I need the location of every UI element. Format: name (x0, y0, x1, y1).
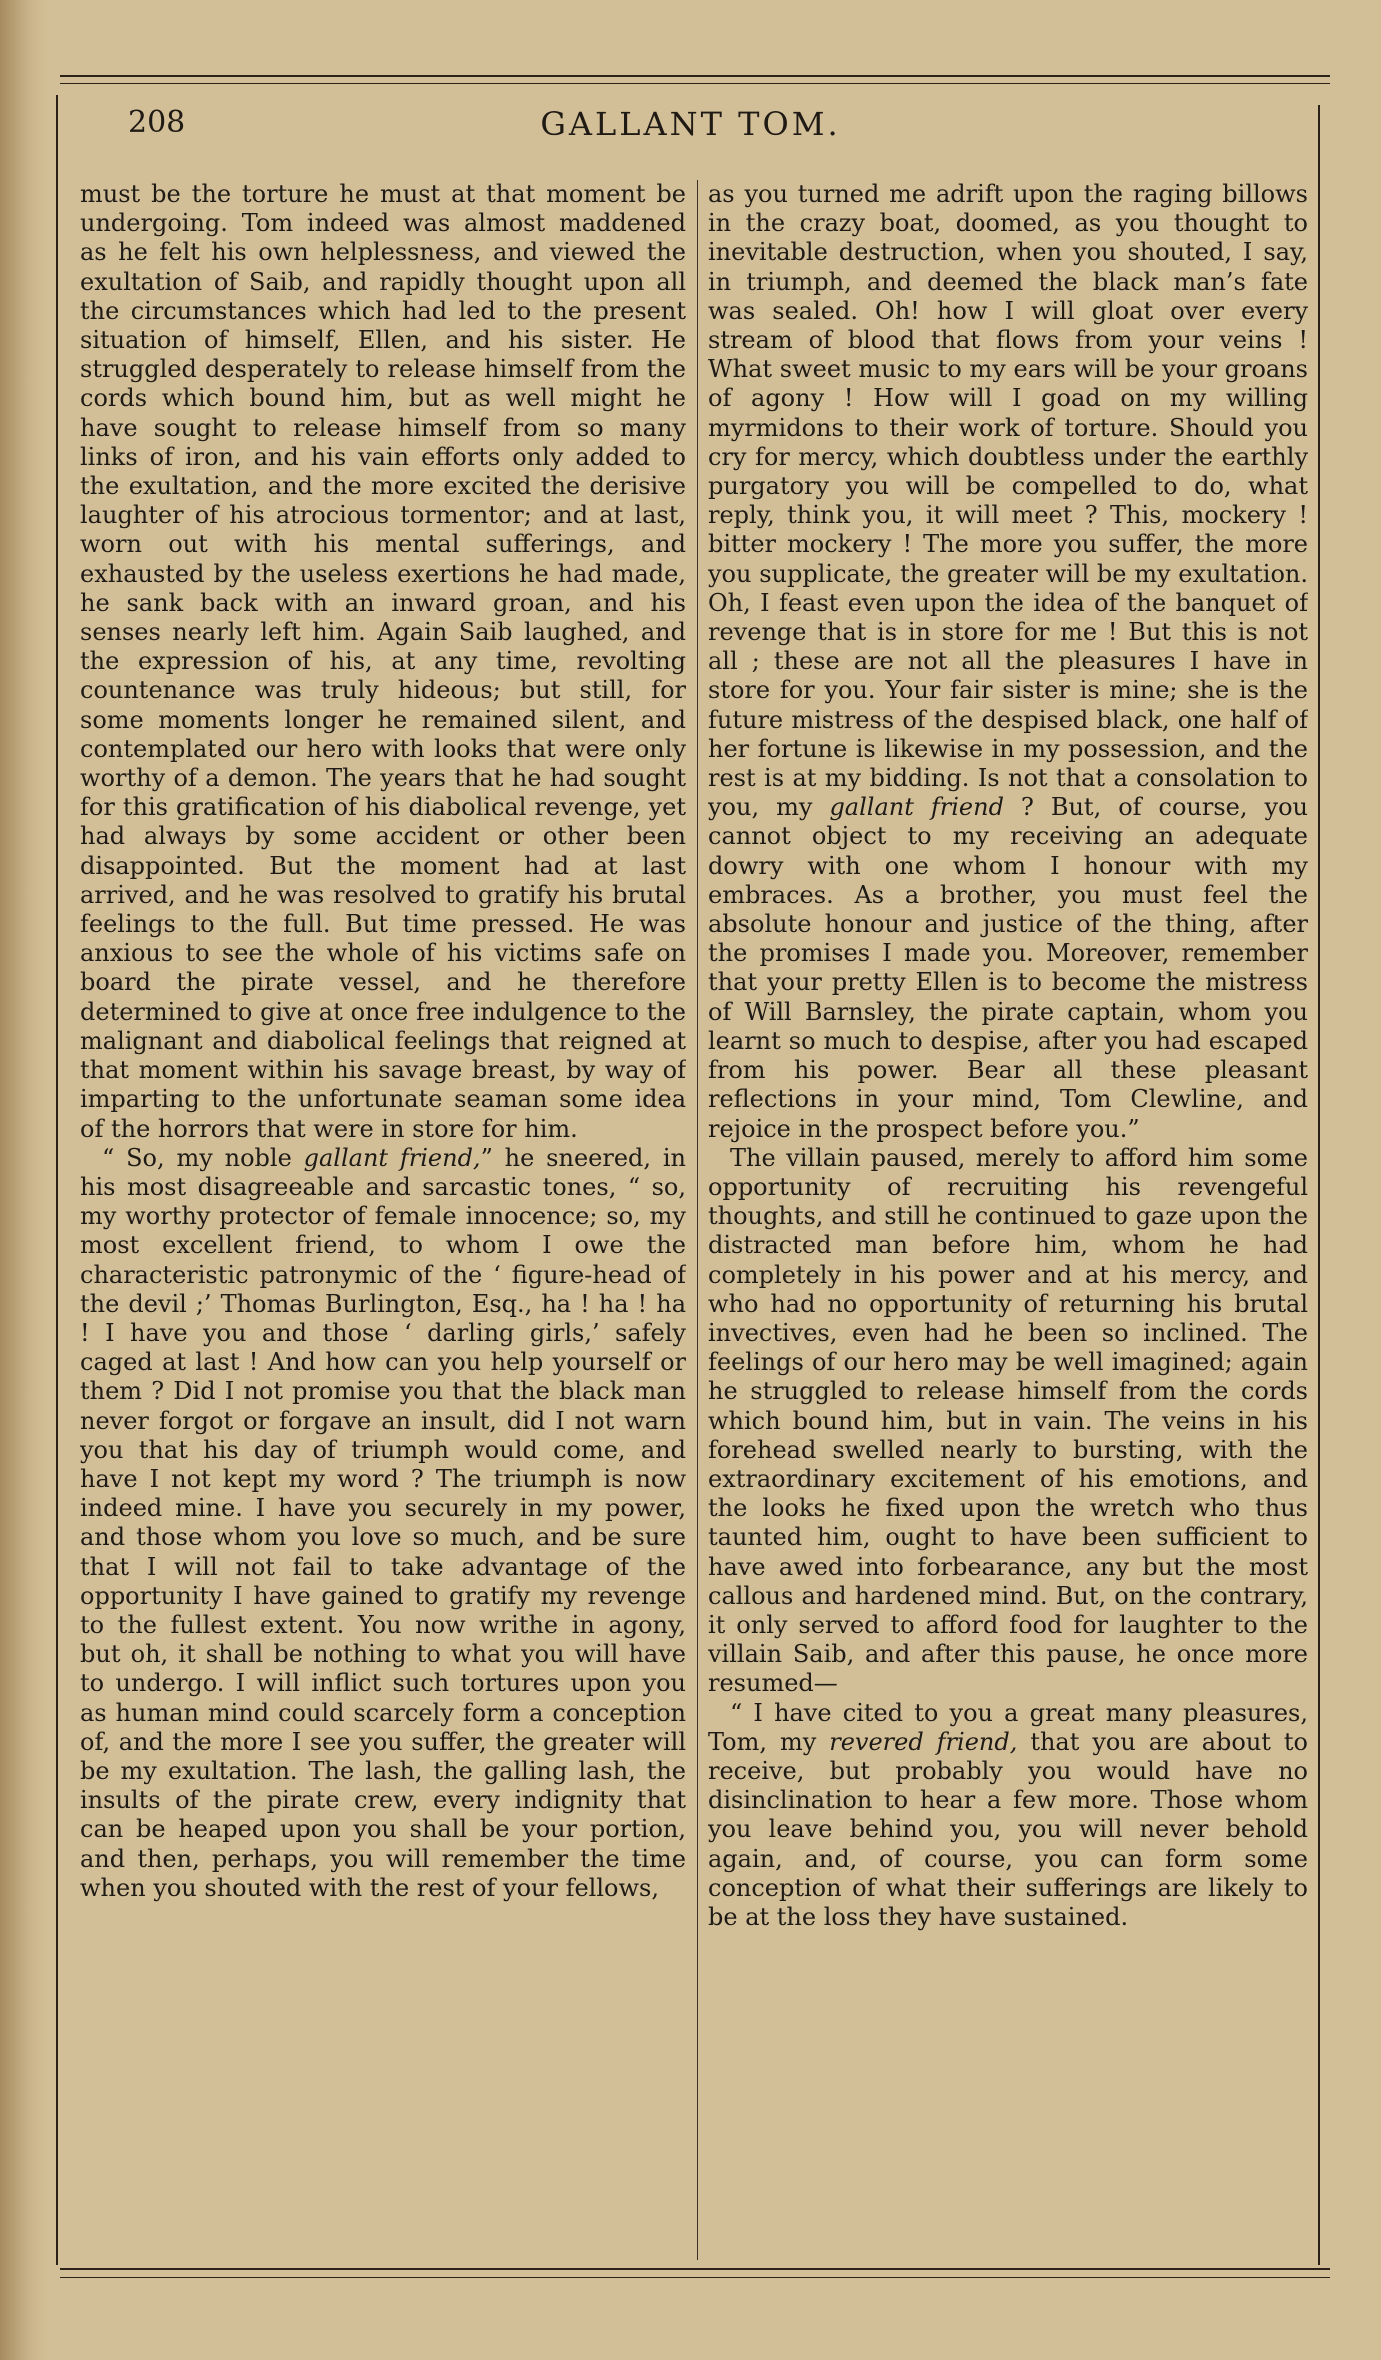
page-binding-shadow (0, 0, 48, 2360)
page-number: 208 (128, 105, 186, 140)
top-rule-thin (60, 83, 1330, 84)
column-divider (697, 180, 698, 2260)
paragraph (708, 180, 1308, 1144)
paragraph (80, 1144, 686, 1903)
italic-text: gallant friend (829, 793, 1004, 822)
text-run: that you are about to receive, but probably you would have no disinclination to hear a few more. Those whom you leave behind you, you will never behold again, and, of course, you can form some conception of what their sufferings are likely to be at the loss they have sustained. (708, 1727, 1308, 1931)
left-border-rule (56, 95, 58, 2265)
italic-text: gallant friend, (303, 1143, 481, 1172)
text-run: “ I have cited to you a great many pleasures, Tom, my (708, 1698, 1308, 1756)
running-title: GALLANT TOM. (540, 105, 841, 143)
bottom-rule-thin (60, 2277, 1330, 2278)
italic-text: revered friend, (829, 1727, 1018, 1756)
top-rule (60, 75, 1330, 77)
right-column (708, 180, 1308, 2260)
paragraph: The villain paused, merely to afford him some opportunity of recruiting his revengeful thoughts, and still he continued to gaze upon the distracted man before him, whom he had completely in his power and at his mercy, and who had no opportunity of returning his brutal invectives, even had he been so inclined. The feelings of our hero may be well imagined; again he struggled to release himself from the cords which bound him, but in vain. The veins in his forehead swelled nearly to bursting, with the extraordinary excitement of his emotions, and the looks he fixed upon the wretch who thus taunted him, ought to have been sufficient to have awed into forbearance, any but the most callous and hardened mind. But, on the contrary, it only served to afford food for laughter to the villain Saib, and after this pause, he once more resumed— (708, 1143, 1308, 1698)
paragraph: must be the torture he must at that moment be undergoing. Tom indeed was almost maddened as he felt his own helplessness, and viewed the exultation of Saib, and rapidly thought upon all the circumstances which had led to the present situation of himself, Ellen, and his sister. He struggled desperately to release himself from the cords which bound him, but as well might he have sought to release himself from so many links of iron, and his vain efforts only added to the exultation, and the more excited the derisive laughter of his atrocious tormentor; and at last, worn out with his mental sufferings, and exhausted by the useless exertions he had made, he sank back with an inward groan, and his senses nearly left him. Again Saib laughed, and the expression of his, at any time, revolting countenance was truly hideous; but still, for some moments longer he remained silent, and contemplated our hero with looks that were only worthy of a demon. The years that he had sought for this gratification of his diabolical revenge, yet had always by some accident or other been disappointed. But the moment had at last arrived, and he was resolved to gratify his brutal feelings to the full. But time pressed. He was anxious to see the whole of his victims safe on board the pirate vessel, and he therefore determined to give at once free indulgence to the malignant and diabolical feelings that reigned at that moment within his savage breast, by way of imparting to the unfortunate seaman some idea of the horrors that were in store for him. (80, 180, 686, 1143)
text-run: ” he sneered, in his most disagreeable and sarcastic tones, “ so, my worthy protector of female innocence; so, my most excellent friend, to whom I owe the characteristic patronymic of the ‘ figure-head of the devil ;’ Thomas Burlington, Esq., ha ! ha ! ha ! I have you and those ‘ darling girls,’ safely caged at last ! And how can you help yourself or them ? Did I not promise you that the black man never forgot or forgave an insult, did I not warn you that his day of triumph would come, and have I not kept my word ? The triumph is now indeed mine. I have you securely in my power, and those whom you love so much, and be sure that I will not fail to take advantage of the opportunity I have gained to gratify my revenge to the fullest extent. You now writhe in agony, but oh, it shall be nothing to what you will have to undergo. I will inflict such tortures upon you as human mind could scarcely form a conception of, and the more I see you suffer, the greater will be my exultation. The lash, the galling lash, the insults of the pirate crew, every indignity that can be heaped upon you shall be your portion, and then, perhaps, you will remember the time when you shouted with the rest of your fellows, (80, 1143, 686, 1902)
bottom-rule (60, 2268, 1330, 2270)
paragraph (708, 1699, 1308, 1933)
text-run: “ So, my noble (102, 1143, 304, 1172)
text-run: as you turned me adrift upon the raging billows in the crazy boat, doomed, as you thought to inevitable destruction, when you shouted, I say, in triumph, and deemed the black man’s fate was sealed. Oh! how I will gloat over every stream of blood that flows from your veins ! What sweet music to my ears will be your groans of agony ! How will I goad on my willing myrmidons to their work of torture. Should you cry for mercy, which doubtless under the earthly purgatory you will be compelled to do, what reply, think you, it will meet ? This, mockery ! bitter mockery ! The more you suffer, the more you supplicate, the greater will be my exultation. Oh, I feast even upon the idea of the banquet of revenge that is in store for me ! But this is not all ; these are not all the pleasures I have in store for you. Your fair sister is mine; she is the future mistress of the despised black, one half of her fortune is likewise in my possession, and the rest is at my bidding. Is not that a consolation to you, my (708, 180, 1308, 822)
left-column (80, 180, 686, 2260)
text-run: ? But, of course, you cannot object to my receiving an adequate dowry with one whom I honour with my embraces. As a brother, you must feel the absolute honour and justice of the thing, after the promises I made you. Moreover, remember that your pretty Ellen is to become the mistress of Will Barnsley, the pirate captain, whom you learnt so much to despise, after you had escaped from his power. Bear all these pleasant reflections in your mind, Tom Clewline, and rejoice in the prospect before you.” (708, 793, 1308, 1143)
right-border-rule (1318, 105, 1320, 2265)
